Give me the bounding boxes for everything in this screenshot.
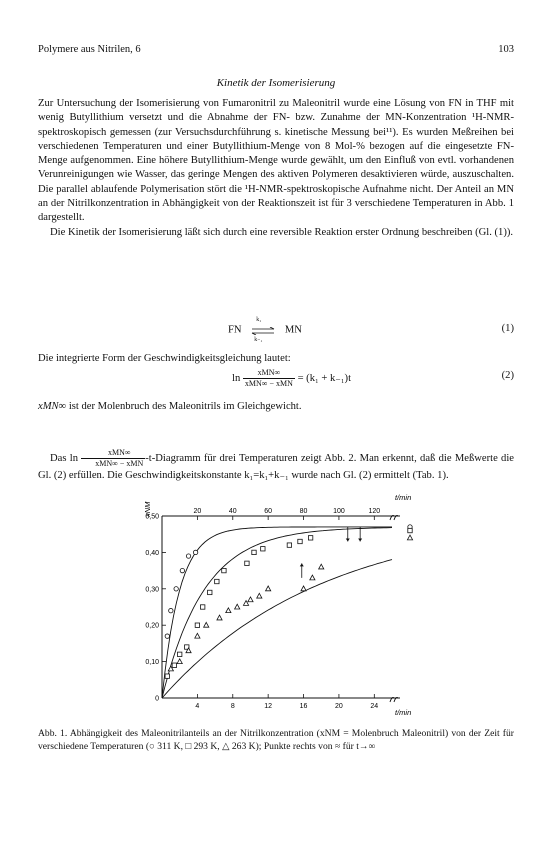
- x-bottom-axis-label: t/min: [395, 708, 412, 717]
- k-backward: k₋₁: [254, 337, 263, 343]
- y-axis-label: xNM: [143, 501, 152, 517]
- point-293K: [252, 550, 256, 554]
- k-forward: k₁: [256, 317, 262, 323]
- x-bottom-tick-label: 24: [370, 703, 379, 710]
- point-263K: [310, 575, 315, 580]
- x-top-tick-label: 100: [333, 508, 345, 515]
- x-top-tick-label: 40: [228, 508, 237, 515]
- kinetics-chart: [0, 490, 552, 720]
- point-311K: [165, 634, 169, 638]
- x-bottom-tick-label: 20: [335, 703, 343, 710]
- point-263K: [226, 608, 231, 613]
- eq2-fraction: [243, 368, 295, 389]
- page-number: 103: [498, 44, 514, 55]
- point-263K: [195, 633, 200, 638]
- eq2-ln: ln: [232, 372, 241, 384]
- inline-fraction: [81, 448, 145, 469]
- paragraph-4: [38, 448, 514, 483]
- point-263K: [266, 586, 271, 591]
- point-311K: [174, 587, 178, 591]
- x-symbol: xMN∞: [38, 401, 67, 412]
- point-293K: [261, 547, 265, 551]
- equilibrium-arrow-head: [346, 538, 350, 541]
- eq2-denominator: xMN∞ − xMN: [244, 379, 293, 388]
- paragraph-intro: [38, 97, 514, 240]
- point-263K: [301, 586, 306, 591]
- paragraph-1-text: Zur Untersuchung der Isomerisierung von Fumaronitril zu Maleonitril wurde eine Lösung von FN in THF mit wenig Butyllithium versetzt und die Abnahme der FN- bzw. Zunahme der MN-Konzentration ¹H-NMR-spektroskopisch gemessen (zur Versuchsdurchführung s. kinetische Messung bei¹¹). Es wurden Meßreihen bei verschiedenen Temperaturen und einer Butyllithium-Menge von 8 Mol-% bezogen auf die eingesetzte FN-Menge aufgenommen. Eine höhere Butyllithium-Menge wurde gewählt, um den Einfluß von evtl. vorhandenen Verunreinigungen wie Wasser, das geringe Mengen des aktiven Polymeren desaktivieren würde, auszuschalten. Die parallel ablaufende Polymerisation stört die ¹H-NMR-spektroskopische Aufnahme nicht. Der Anteil an MN an der Nitrilkonzentration in Abhängigkeit von der Reaktionszeit ist für 3 verschiedene Temperaturen in Abb. 1 dargestellt.: [38, 98, 514, 224]
- point-293K: [287, 543, 291, 547]
- point-263K: [204, 622, 209, 627]
- x-bottom-tick-label: 4: [195, 703, 200, 710]
- paragraph-1b-text: Die Kinetik der Isomerisierung läßt sich durch eine reversible Reaktion erster Ordnung beschreiben (Gl. (1)).: [50, 226, 514, 238]
- y-tick-label: 0,50: [145, 513, 159, 521]
- equilibrium-arrow-head: [358, 538, 362, 541]
- point-293K: [200, 605, 204, 609]
- y-tick-label: 0,10: [145, 659, 159, 667]
- equation-1: [228, 317, 302, 343]
- x-top-tick-label: 20: [193, 508, 202, 515]
- point-311K: [169, 608, 173, 612]
- point-293K: [177, 652, 181, 656]
- equilibrium-point-263K: [407, 535, 412, 540]
- equilibrium-arrows: [250, 317, 276, 343]
- running-header: [38, 44, 514, 55]
- eq2-rhs: = (k₁ + k₋₁)t: [297, 372, 352, 384]
- point-293K: [245, 561, 249, 565]
- x-bottom-tick-label: 12: [264, 703, 273, 710]
- y-tick-label: 0: [155, 695, 159, 703]
- point-263K: [177, 659, 182, 664]
- paragraph-4-text: -t-Diagramm für drei Temperaturen zeigt Abb. 2. Man erkennt, daß die Meßwerte die Gl. (2) erfüllen. Die Geschwindigkeitskonstante k₁=k₁+k₋₁ wurde nach Gl. (2) ermittelt (Tab. 1).: [38, 452, 514, 481]
- eq1-left: FN: [228, 324, 242, 336]
- point-293K: [165, 674, 169, 678]
- eq1-right: MN: [284, 324, 302, 336]
- equilibrium-arrows-icon: [250, 327, 276, 335]
- inline-denominator: xMN∞ − xMN: [95, 459, 144, 468]
- point-311K: [193, 550, 197, 554]
- equation-1-number: (1): [501, 323, 514, 334]
- paragraph-3: [38, 400, 514, 414]
- equilibrium-point-293K: [408, 528, 412, 532]
- point-293K: [215, 579, 219, 583]
- section-title: Kinetik der Isomerisierung: [216, 77, 336, 89]
- point-263K: [319, 564, 324, 569]
- point-293K: [195, 623, 199, 627]
- paragraph-4-ln: Das ln: [50, 452, 78, 464]
- paragraph-2: Die integrierte Form der Geschwindigkeitsgleichung lautet:: [38, 353, 291, 364]
- eq2-numerator: xMN∞: [243, 368, 295, 379]
- x-top-tick-label: 60: [264, 508, 273, 515]
- x-bottom-tick-label: 16: [299, 703, 308, 710]
- point-263K: [217, 615, 222, 620]
- point-311K: [186, 554, 190, 558]
- point-263K: [248, 597, 253, 602]
- x-top-tick-label: 80: [299, 508, 308, 515]
- point-293K: [298, 539, 302, 543]
- y-tick-label: 0,30: [145, 586, 159, 594]
- equilibrium-arrow-head: [300, 563, 304, 566]
- inline-numerator: xMN∞: [81, 448, 145, 459]
- y-tick-label: 0,20: [145, 622, 159, 630]
- point-293K: [208, 590, 212, 594]
- equation-2-number: (2): [501, 370, 514, 381]
- paragraph-3-text: ist der Molenbruch des Maleonitrils im Gleichgewicht.: [68, 401, 302, 412]
- x-top-tick-label: 120: [368, 508, 381, 515]
- x-top-axis-label: t/min: [395, 493, 412, 502]
- y-tick-label: 0,40: [145, 549, 159, 557]
- figure-caption: Abb. 1. Abhängigkeit des Maleonitrilanteils an der Nitrilkonzentration (xNM = Molenbruch Maleonitril) von der Zeit für verschiedene Temperaturen (○ 311 K, □ 293 K, △ 263 K); Punkte rechts von ≈ für t→∞: [38, 728, 514, 752]
- x-bottom-tick-label: 8: [230, 703, 235, 710]
- point-311K: [180, 568, 184, 572]
- point-293K: [172, 663, 176, 667]
- curve-263K: [162, 560, 392, 698]
- point-293K: [222, 568, 226, 572]
- equation-2: [232, 368, 351, 389]
- point-263K: [235, 604, 240, 609]
- point-293K: [308, 536, 312, 540]
- running-title: Polymere aus Nitrilen, 6: [38, 44, 141, 55]
- point-263K: [257, 593, 262, 598]
